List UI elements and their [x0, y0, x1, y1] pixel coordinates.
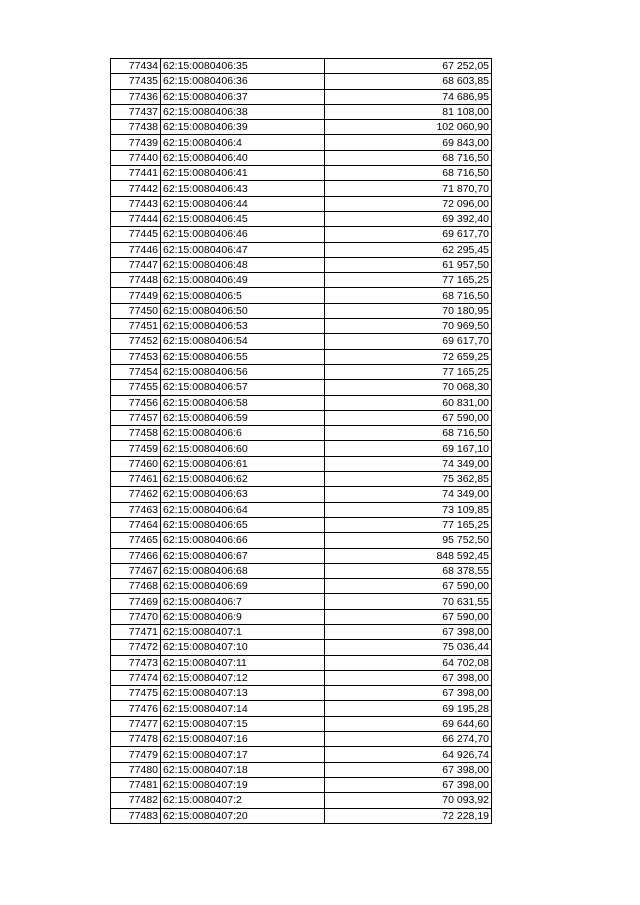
cadastral-value-cell: 77 165,25	[325, 273, 492, 288]
table-row	[111, 686, 492, 701]
row-number-cell: 77478	[111, 732, 161, 747]
cadastral-number-cell: 62:15:0080407:19	[161, 777, 325, 792]
cadastral-value-cell: 69 617,70	[325, 334, 492, 349]
row-number-cell: 77469	[111, 594, 161, 609]
cadastral-value-cell: 74 349,00	[325, 456, 492, 471]
cadastral-value-cell: 72 228,19	[325, 808, 492, 823]
table-row	[111, 380, 492, 395]
cadastral-number-cell: 62:15:0080406:36	[161, 74, 325, 89]
cadastral-number-cell: 62:15:0080406:49	[161, 273, 325, 288]
cadastral-number-cell: 62:15:0080407:16	[161, 732, 325, 747]
table-row	[111, 273, 492, 288]
cadastral-value-cell: 68 716,50	[325, 150, 492, 165]
row-number-cell: 77451	[111, 319, 161, 334]
cadastral-value-cell: 72 659,25	[325, 349, 492, 364]
row-number-cell: 77468	[111, 579, 161, 594]
table-row	[111, 701, 492, 716]
row-number-cell: 77475	[111, 686, 161, 701]
cadastral-value-cell: 81 108,00	[325, 104, 492, 119]
row-number-cell: 77467	[111, 563, 161, 578]
table-row	[111, 579, 492, 594]
row-number-cell: 77448	[111, 273, 161, 288]
cadastral-value-cell: 75 362,85	[325, 472, 492, 487]
row-number-cell: 77449	[111, 288, 161, 303]
cadastral-number-cell: 62:15:0080406:37	[161, 89, 325, 104]
table-body	[111, 59, 492, 824]
cadastral-value-cell: 67 398,00	[325, 670, 492, 685]
cadastral-value-cell: 68 716,50	[325, 288, 492, 303]
cadastral-number-cell: 62:15:0080407:17	[161, 747, 325, 762]
row-number-cell: 77437	[111, 104, 161, 119]
cadastral-value-cell: 67 590,00	[325, 579, 492, 594]
row-number-cell: 77446	[111, 242, 161, 257]
cadastral-number-cell: 62:15:0080406:56	[161, 364, 325, 379]
cadastral-value-cell: 67 398,00	[325, 777, 492, 792]
table-row	[111, 334, 492, 349]
table-row	[111, 395, 492, 410]
cadastral-value-cell: 67 398,00	[325, 624, 492, 639]
cadastral-value-cell: 68 378,55	[325, 563, 492, 578]
cadastral-value-cell: 69 195,28	[325, 701, 492, 716]
cadastral-number-cell: 62:15:0080406:61	[161, 456, 325, 471]
table-row	[111, 456, 492, 471]
table-row	[111, 319, 492, 334]
cadastral-number-cell: 62:15:0080406:65	[161, 517, 325, 532]
table-row	[111, 211, 492, 226]
cadastral-number-cell: 62:15:0080406:43	[161, 181, 325, 196]
row-number-cell: 77480	[111, 762, 161, 777]
table-row	[111, 762, 492, 777]
cadastral-value-cell: 67 252,05	[325, 59, 492, 74]
cadastral-value-cell: 67 398,00	[325, 762, 492, 777]
cadastral-number-cell: 62:15:0080406:68	[161, 563, 325, 578]
cadastral-value-cell: 69 644,60	[325, 716, 492, 731]
cadastral-value-cell: 66 274,70	[325, 732, 492, 747]
row-number-cell: 77441	[111, 166, 161, 181]
table-row	[111, 227, 492, 242]
cadastral-number-cell: 62:15:0080406:67	[161, 548, 325, 563]
cadastral-value-cell: 74 349,00	[325, 487, 492, 502]
cadastral-value-cell: 70 631,55	[325, 594, 492, 609]
cadastral-value-cell: 69 167,10	[325, 441, 492, 456]
row-number-cell: 77447	[111, 257, 161, 272]
cadastral-value-cell: 69 392,40	[325, 211, 492, 226]
cadastral-value-cell: 102 060,90	[325, 120, 492, 135]
row-number-cell: 77458	[111, 426, 161, 441]
cadastral-value-cell: 70 180,95	[325, 303, 492, 318]
cadastral-value-cell: 68 716,50	[325, 426, 492, 441]
cadastral-number-cell: 62:15:0080406:59	[161, 410, 325, 425]
row-number-cell: 77444	[111, 211, 161, 226]
row-number-cell: 77457	[111, 410, 161, 425]
table-row	[111, 196, 492, 211]
table-row	[111, 777, 492, 792]
cadastral-number-cell: 62:15:0080406:6	[161, 426, 325, 441]
table-row	[111, 59, 492, 74]
table-row	[111, 441, 492, 456]
cadastral-number-cell: 62:15:0080406:64	[161, 502, 325, 517]
table-row	[111, 303, 492, 318]
table-row	[111, 120, 492, 135]
cadastral-number-cell: 62:15:0080407:13	[161, 686, 325, 701]
table-row	[111, 624, 492, 639]
row-number-cell: 77445	[111, 227, 161, 242]
cadastral-value-cell: 73 109,85	[325, 502, 492, 517]
table-row	[111, 808, 492, 823]
cadastral-value-cell: 64 926,74	[325, 747, 492, 762]
table-row	[111, 257, 492, 272]
cadastral-value-cell: 70 093,92	[325, 793, 492, 808]
cadastral-value-cell: 70 969,50	[325, 319, 492, 334]
cadastral-number-cell: 62:15:0080406:60	[161, 441, 325, 456]
row-number-cell: 77461	[111, 472, 161, 487]
table-row	[111, 472, 492, 487]
table-row	[111, 487, 492, 502]
cadastral-number-cell: 62:15:0080406:55	[161, 349, 325, 364]
row-number-cell: 77476	[111, 701, 161, 716]
cadastral-value-cell: 68 716,50	[325, 166, 492, 181]
table-row	[111, 288, 492, 303]
cadastral-number-cell: 62:15:0080406:62	[161, 472, 325, 487]
cadastral-value-cell: 77 165,25	[325, 517, 492, 532]
table-row	[111, 502, 492, 517]
cadastral-number-cell: 62:15:0080407:14	[161, 701, 325, 716]
row-number-cell: 77466	[111, 548, 161, 563]
table-row	[111, 732, 492, 747]
table-row	[111, 655, 492, 670]
table-row	[111, 747, 492, 762]
row-number-cell: 77473	[111, 655, 161, 670]
table-row	[111, 104, 492, 119]
table-row	[111, 640, 492, 655]
cadastral-value-table	[110, 58, 492, 824]
cadastral-number-cell: 62:15:0080406:41	[161, 166, 325, 181]
cadastral-number-cell: 62:15:0080406:57	[161, 380, 325, 395]
cadastral-number-cell: 62:15:0080407:10	[161, 640, 325, 655]
row-number-cell: 77474	[111, 670, 161, 685]
cadastral-value-cell: 69 843,00	[325, 135, 492, 150]
table-row	[111, 594, 492, 609]
cadastral-value-cell: 70 068,30	[325, 380, 492, 395]
table-row	[111, 793, 492, 808]
table-row	[111, 166, 492, 181]
row-number-cell: 77459	[111, 441, 161, 456]
cadastral-number-cell: 62:15:0080406:5	[161, 288, 325, 303]
cadastral-number-cell: 62:15:0080406:50	[161, 303, 325, 318]
cadastral-number-cell: 62:15:0080406:53	[161, 319, 325, 334]
cadastral-number-cell: 62:15:0080406:58	[161, 395, 325, 410]
row-number-cell: 77456	[111, 395, 161, 410]
row-number-cell: 77463	[111, 502, 161, 517]
cadastral-number-cell: 62:15:0080407:15	[161, 716, 325, 731]
row-number-cell: 77465	[111, 533, 161, 548]
table-row	[111, 716, 492, 731]
cadastral-number-cell: 62:15:0080406:9	[161, 609, 325, 624]
row-number-cell: 77436	[111, 89, 161, 104]
cadastral-number-cell: 62:15:0080407:20	[161, 808, 325, 823]
table-row	[111, 89, 492, 104]
row-number-cell: 77470	[111, 609, 161, 624]
cadastral-value-cell: 95 752,50	[325, 533, 492, 548]
row-number-cell: 77483	[111, 808, 161, 823]
table-row	[111, 563, 492, 578]
row-number-cell: 77454	[111, 364, 161, 379]
cadastral-number-cell: 62:15:0080406:39	[161, 120, 325, 135]
cadastral-number-cell: 62:15:0080406:46	[161, 227, 325, 242]
cadastral-number-cell: 62:15:0080406:44	[161, 196, 325, 211]
row-number-cell: 77482	[111, 793, 161, 808]
table-row	[111, 181, 492, 196]
cadastral-number-cell: 62:15:0080406:63	[161, 487, 325, 502]
cadastral-value-cell: 848 592,45	[325, 548, 492, 563]
row-number-cell: 77439	[111, 135, 161, 150]
row-number-cell: 77438	[111, 120, 161, 135]
table-row	[111, 609, 492, 624]
table-row	[111, 410, 492, 425]
cadastral-number-cell: 62:15:0080406:38	[161, 104, 325, 119]
row-number-cell: 77434	[111, 59, 161, 74]
row-number-cell: 77464	[111, 517, 161, 532]
table-row	[111, 533, 492, 548]
cadastral-value-cell: 67 590,00	[325, 410, 492, 425]
table-row	[111, 548, 492, 563]
cadastral-number-cell: 62:15:0080406:45	[161, 211, 325, 226]
cadastral-number-cell: 62:15:0080407:18	[161, 762, 325, 777]
row-number-cell: 77440	[111, 150, 161, 165]
table-row	[111, 150, 492, 165]
table-row	[111, 349, 492, 364]
row-number-cell: 77443	[111, 196, 161, 211]
cadastral-number-cell: 62:15:0080407:11	[161, 655, 325, 670]
row-number-cell: 77460	[111, 456, 161, 471]
cadastral-value-cell: 67 398,00	[325, 686, 492, 701]
row-number-cell: 77471	[111, 624, 161, 639]
row-number-cell: 77453	[111, 349, 161, 364]
cadastral-number-cell: 62:15:0080406:66	[161, 533, 325, 548]
cadastral-number-cell: 62:15:0080406:35	[161, 59, 325, 74]
cadastral-value-cell: 64 702,08	[325, 655, 492, 670]
cadastral-number-cell: 62:15:0080406:48	[161, 257, 325, 272]
cadastral-number-cell: 62:15:0080406:40	[161, 150, 325, 165]
cadastral-number-cell: 62:15:0080407:1	[161, 624, 325, 639]
cadastral-value-cell: 60 831,00	[325, 395, 492, 410]
table-row	[111, 426, 492, 441]
cadastral-value-cell: 74 686,95	[325, 89, 492, 104]
row-number-cell: 77452	[111, 334, 161, 349]
cadastral-number-cell: 62:15:0080407:2	[161, 793, 325, 808]
cadastral-number-cell: 62:15:0080406:54	[161, 334, 325, 349]
cadastral-value-cell: 69 617,70	[325, 227, 492, 242]
cadastral-value-cell: 72 096,00	[325, 196, 492, 211]
row-number-cell: 77479	[111, 747, 161, 762]
cadastral-value-cell: 67 590,00	[325, 609, 492, 624]
cadastral-value-cell: 77 165,25	[325, 364, 492, 379]
table-row	[111, 135, 492, 150]
row-number-cell: 77462	[111, 487, 161, 502]
cadastral-value-cell: 62 295,45	[325, 242, 492, 257]
cadastral-number-cell: 62:15:0080406:69	[161, 579, 325, 594]
cadastral-value-cell: 71 870,70	[325, 181, 492, 196]
row-number-cell: 77472	[111, 640, 161, 655]
cadastral-number-cell: 62:15:0080406:7	[161, 594, 325, 609]
row-number-cell: 77481	[111, 777, 161, 792]
table-row	[111, 74, 492, 89]
table-row	[111, 517, 492, 532]
table-row	[111, 364, 492, 379]
cadastral-number-cell: 62:15:0080407:12	[161, 670, 325, 685]
row-number-cell: 77435	[111, 74, 161, 89]
table-row	[111, 242, 492, 257]
row-number-cell: 77442	[111, 181, 161, 196]
cadastral-number-cell: 62:15:0080406:47	[161, 242, 325, 257]
row-number-cell: 77477	[111, 716, 161, 731]
cadastral-value-cell: 75 036,44	[325, 640, 492, 655]
cadastral-number-cell: 62:15:0080406:4	[161, 135, 325, 150]
cadastral-value-cell: 68 603,85	[325, 74, 492, 89]
row-number-cell: 77455	[111, 380, 161, 395]
row-number-cell: 77450	[111, 303, 161, 318]
table-row	[111, 670, 492, 685]
cadastral-value-cell: 61 957,50	[325, 257, 492, 272]
